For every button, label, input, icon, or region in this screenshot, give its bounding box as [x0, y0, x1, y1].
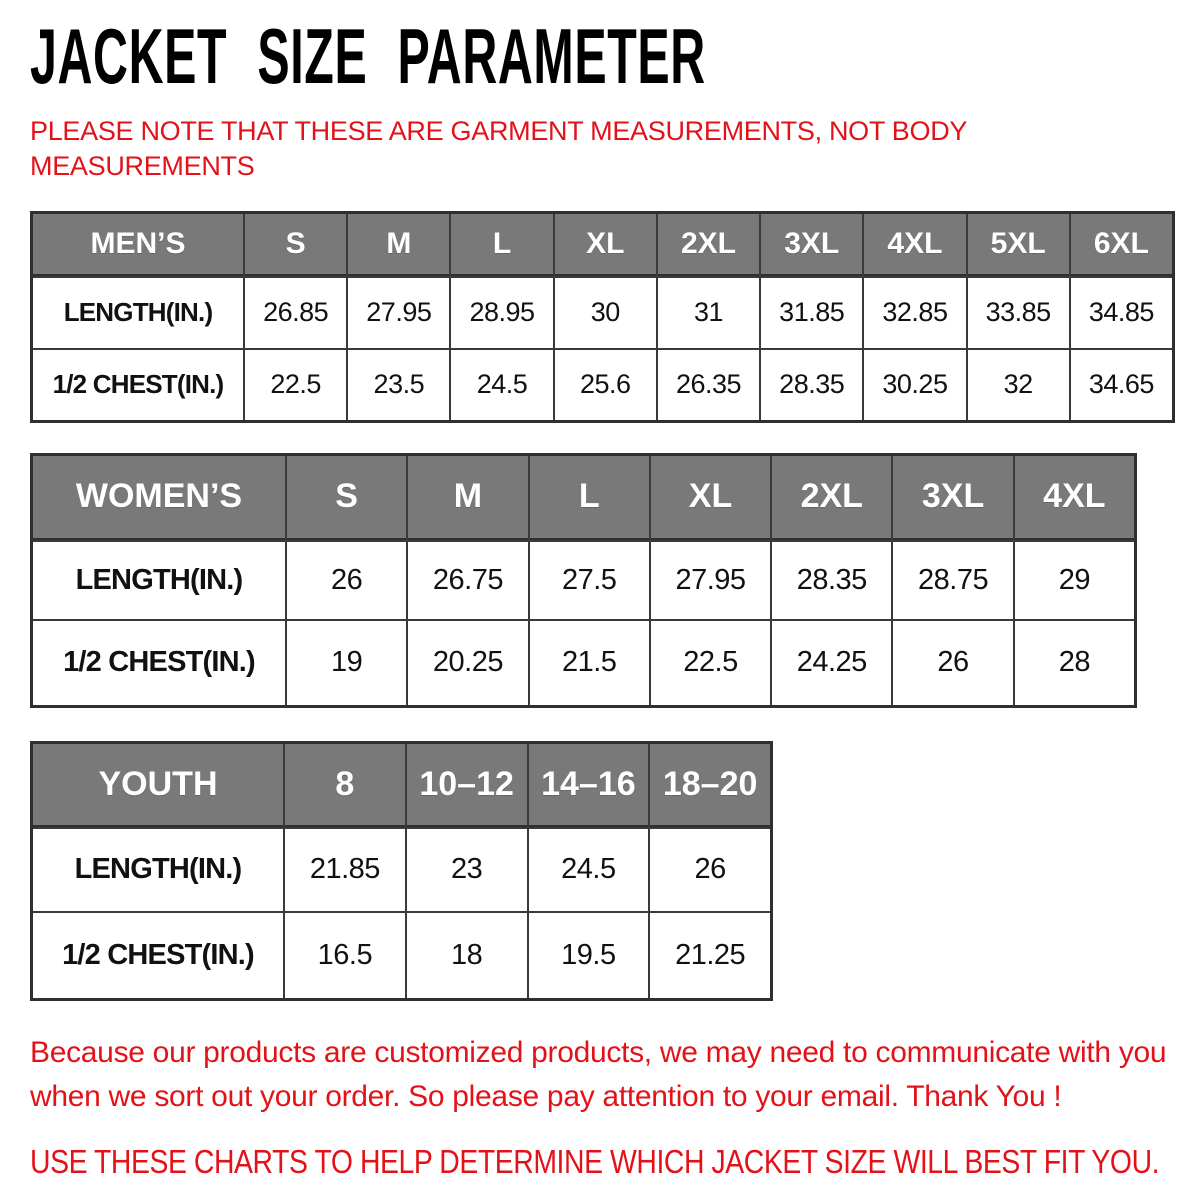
measurement-value: 20.25: [408, 621, 527, 705]
size-column-header: 10–12: [407, 744, 527, 827]
measurement-row-label: LENGTH(IN.): [33, 542, 285, 619]
measurement-value: 21.5: [530, 621, 649, 705]
measurement-row-label: LENGTH(IN.): [33, 829, 283, 911]
measurement-value: 31.85: [761, 278, 862, 348]
measurement-value: 29: [1015, 542, 1134, 619]
size-column-header: 14–16: [529, 744, 649, 827]
fit-advice-line: USE THESE CHARTS TO HELP DETERMINE WHICH JACKET SIZE WILL BEST FIT YOU.: [30, 1142, 1160, 1180]
measurement-value: 25.6: [555, 350, 656, 420]
garment-measurement-note: [30, 114, 1175, 184]
measurement-value: 22.5: [245, 350, 346, 420]
measurement-value: 18: [407, 913, 527, 998]
measurement-value: 24.5: [529, 829, 649, 911]
size-column-header: 4XL: [1015, 456, 1134, 540]
measurement-value: 19: [287, 621, 406, 705]
mens-table-title-cell: MEN’S: [33, 214, 243, 276]
size-column-header: 2XL: [772, 456, 891, 540]
measurement-value: 30: [555, 278, 656, 348]
size-column-header: XL: [651, 456, 770, 540]
custom-order-notice: [30, 1031, 1175, 1119]
measurement-value: 16.5: [285, 913, 405, 998]
measurement-row-label: 1/2 CHEST(IN.): [33, 913, 283, 998]
measurement-value: 22.5: [651, 621, 770, 705]
custom-order-notice-line-2: when we sort out your order. So please pay attention to your email. Thank You !: [30, 1079, 1062, 1113]
measurement-value: 28.35: [761, 350, 862, 420]
measurement-value: 32.85: [864, 278, 965, 348]
note-line-2: MEASUREMENTS: [30, 150, 255, 181]
measurement-value: 34.65: [1071, 350, 1172, 420]
measurement-value: 24.5: [451, 350, 552, 420]
size-column-header: M: [408, 456, 527, 540]
size-column-header: M: [348, 214, 449, 276]
measurement-row-label: LENGTH(IN.): [33, 278, 243, 348]
measurement-value: 21.25: [650, 913, 770, 998]
youth-size-table: [30, 741, 773, 1001]
measurement-value: 28.95: [451, 278, 552, 348]
measurement-value: 24.25: [772, 621, 891, 705]
measurement-value: 26.85: [245, 278, 346, 348]
size-column-header: L: [451, 214, 552, 276]
size-column-header: 8: [285, 744, 405, 827]
size-column-header: L: [530, 456, 649, 540]
size-column-header: S: [287, 456, 406, 540]
size-column-header: 6XL: [1071, 214, 1172, 276]
womens-table-title-cell: WOMEN’S: [33, 456, 285, 540]
measurement-value: 27.5: [530, 542, 649, 619]
youth-table-title-cell: YOUTH: [33, 744, 283, 827]
measurement-value: 30.25: [864, 350, 965, 420]
size-column-header: S: [245, 214, 346, 276]
measurement-value: 27.95: [651, 542, 770, 619]
measurement-value: 28: [1015, 621, 1134, 705]
womens-size-table: [30, 453, 1137, 708]
measurement-row-label: 1/2 CHEST(IN.): [33, 350, 243, 420]
measurement-value: 27.95: [348, 278, 449, 348]
size-column-header: 18–20: [650, 744, 770, 827]
measurement-value: 26: [893, 621, 1012, 705]
measurement-row-label: 1/2 CHEST(IN.): [33, 621, 285, 705]
measurement-value: 34.85: [1071, 278, 1172, 348]
size-column-header: 5XL: [968, 214, 1069, 276]
size-column-header: 4XL: [864, 214, 965, 276]
size-column-header: 3XL: [893, 456, 1012, 540]
custom-order-notice-line-1: Because our products are customized products, we may need to communicate with you: [30, 1035, 1167, 1069]
measurement-value: 26: [287, 542, 406, 619]
size-column-header: 3XL: [761, 214, 862, 276]
measurement-value: 23: [407, 829, 527, 911]
measurement-value: 31: [658, 278, 759, 348]
measurement-value: 19.5: [529, 913, 649, 998]
measurement-value: 33.85: [968, 278, 1069, 348]
note-line-1: PLEASE NOTE THAT THESE ARE GARMENT MEASUREMENTS, NOT BODY: [30, 115, 968, 146]
measurement-value: 23.5: [348, 350, 449, 420]
measurement-value: 26.75: [408, 542, 527, 619]
measurement-value: 26: [650, 829, 770, 911]
measurement-value: 26.35: [658, 350, 759, 420]
measurement-value: 21.85: [285, 829, 405, 911]
measurement-value: 32: [968, 350, 1069, 420]
mens-size-table: [30, 211, 1175, 423]
measurement-value: 28.75: [893, 542, 1012, 619]
page-title: JACKET SIZE PARAMETER: [30, 12, 706, 100]
measurement-value: 28.35: [772, 542, 891, 619]
size-column-header: XL: [555, 214, 656, 276]
size-column-header: 2XL: [658, 214, 759, 276]
